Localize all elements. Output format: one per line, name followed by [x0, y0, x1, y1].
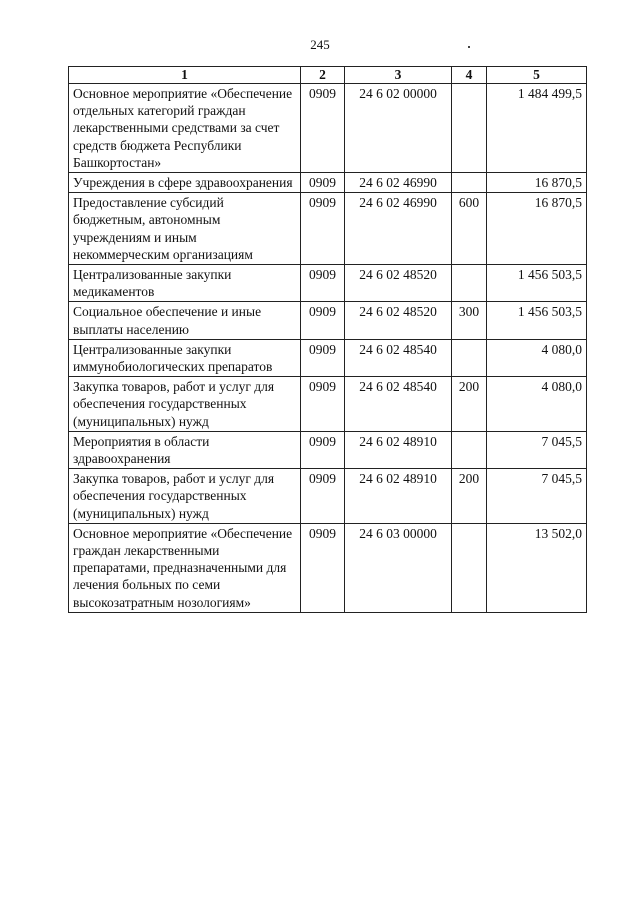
row-name: Закупка товаров, работ и услуг для обеспечения государственных (муниципальных) нужд — [69, 469, 301, 524]
row-amount: 7 045,5 — [487, 431, 587, 468]
row-target-article: 24 6 02 48910 — [345, 469, 452, 524]
row-name: Социальное обеспечение и иные выплаты населению — [69, 302, 301, 339]
row-name: Централизованные закупки медикаментов — [69, 265, 301, 302]
table-row — [69, 173, 587, 193]
row-expense-type — [452, 339, 487, 376]
row-expense-type — [452, 84, 487, 173]
table-header — [69, 67, 587, 84]
table-row — [69, 193, 587, 265]
row-name: Закупка товаров, работ и услуг для обеспечения государственных (муниципальных) нужд — [69, 377, 301, 432]
row-target-article: 24 6 02 48520 — [345, 265, 452, 302]
row-target-article: 24 6 02 48540 — [345, 377, 452, 432]
budget-table — [68, 66, 587, 613]
row-target-article: 24 6 02 46990 — [345, 173, 452, 193]
row-name: Централизованные закупки иммунобиологических препаратов — [69, 339, 301, 376]
row-section-code: 0909 — [301, 302, 345, 339]
row-section-code: 0909 — [301, 431, 345, 468]
table-row — [69, 302, 587, 339]
row-expense-type — [452, 265, 487, 302]
row-amount: 16 870,5 — [487, 173, 587, 193]
row-name: Предоставление субсидий бюджетным, автономным учреждениям и иным некоммерческим организациям — [69, 193, 301, 265]
row-section-code: 0909 — [301, 377, 345, 432]
row-section-code: 0909 — [301, 173, 345, 193]
row-name: Мероприятия в области здравоохранения — [69, 431, 301, 468]
row-expense-type: 300 — [452, 302, 487, 339]
row-target-article: 24 6 03 00000 — [345, 523, 452, 612]
row-expense-type — [452, 523, 487, 612]
row-amount: 13 502,0 — [487, 523, 587, 612]
page-number: 245 — [310, 37, 330, 52]
row-amount: 4 080,0 — [487, 339, 587, 376]
scan-mark — [468, 46, 470, 48]
table-row — [69, 469, 587, 524]
row-section-code: 0909 — [301, 339, 345, 376]
header-col-1: 1 — [69, 67, 301, 84]
table-row — [69, 523, 587, 612]
header-col-5: 5 — [487, 67, 587, 84]
row-amount: 16 870,5 — [487, 193, 587, 265]
header-col-3: 3 — [345, 67, 452, 84]
row-name: Учреждения в сфере здравоохранения — [69, 173, 301, 193]
row-section-code: 0909 — [301, 193, 345, 265]
row-amount: 7 045,5 — [487, 469, 587, 524]
header-col-2: 2 — [301, 67, 345, 84]
header-col-4: 4 — [452, 67, 487, 84]
row-expense-type: 200 — [452, 377, 487, 432]
row-name: Основное мероприятие «Обеспечение отдельных категорий граждан лекарственными средствами за счет средств бюджета Республики Башкортостан» — [69, 84, 301, 173]
table-row — [69, 377, 587, 432]
row-amount: 1 484 499,5 — [487, 84, 587, 173]
row-expense-type — [452, 431, 487, 468]
row-section-code: 0909 — [301, 523, 345, 612]
row-section-code: 0909 — [301, 265, 345, 302]
table-row — [69, 339, 587, 376]
table-row — [69, 431, 587, 468]
row-section-code: 0909 — [301, 469, 345, 524]
table-body — [69, 84, 587, 613]
header-row — [69, 67, 587, 84]
row-expense-type: 200 — [452, 469, 487, 524]
row-expense-type — [452, 173, 487, 193]
row-target-article: 24 6 02 46990 — [345, 193, 452, 265]
row-target-article: 24 6 02 48540 — [345, 339, 452, 376]
table-row — [69, 84, 587, 173]
row-name: Основное мероприятие «Обеспечение граждан лекарственными препаратами, предназначенными для лечения больных по семи высокозатратным нозологиям» — [69, 523, 301, 612]
row-target-article: 24 6 02 00000 — [345, 84, 452, 173]
row-amount: 4 080,0 — [487, 377, 587, 432]
row-target-article: 24 6 02 48520 — [345, 302, 452, 339]
table-row — [69, 265, 587, 302]
row-amount: 1 456 503,5 — [487, 302, 587, 339]
row-amount: 1 456 503,5 — [487, 265, 587, 302]
row-target-article: 24 6 02 48910 — [345, 431, 452, 468]
row-expense-type: 600 — [452, 193, 487, 265]
row-section-code: 0909 — [301, 84, 345, 173]
